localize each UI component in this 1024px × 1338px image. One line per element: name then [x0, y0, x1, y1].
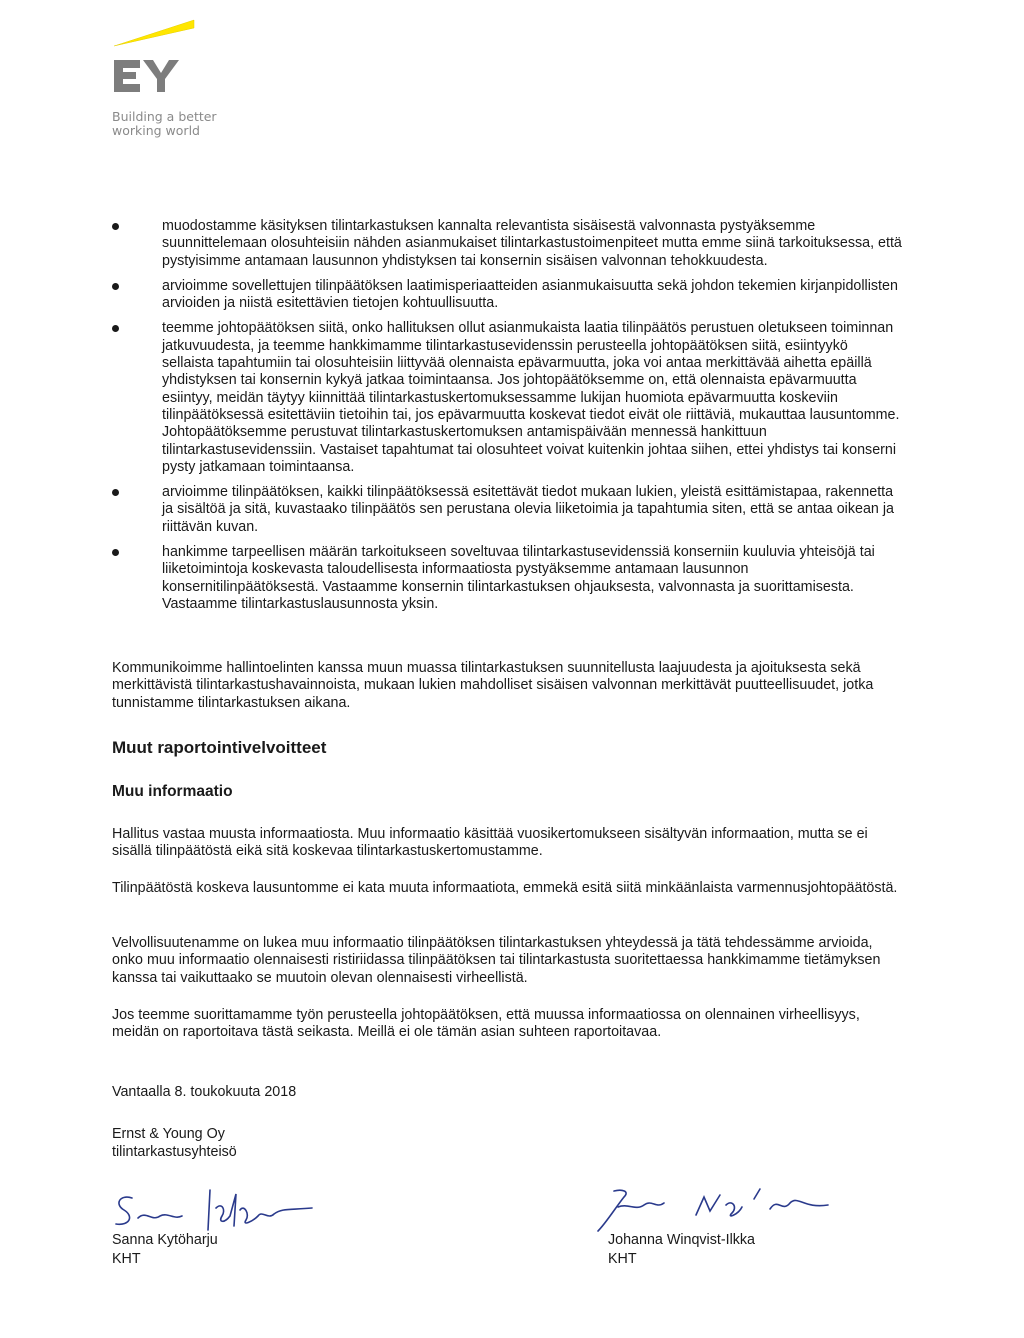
section-heading: Muut raportointivelvoitteet: [112, 738, 327, 757]
bullet-icon: [112, 223, 119, 230]
subsection-heading: Muu informaatio: [112, 783, 233, 800]
firm-type: tilintarkastusyhteisö: [112, 1144, 237, 1160]
bullet-icon: [112, 489, 119, 496]
list-item: [112, 544, 902, 613]
bullet-icon: [112, 549, 119, 556]
audit-procedures-list: [112, 218, 902, 621]
bullet-icon: [112, 325, 119, 332]
list-item: [112, 320, 902, 476]
list-item: [112, 218, 902, 270]
other-info-paragraph-3: Velvollisuutenamme on lukea muu informaatio tilinpäätöksen tilintarkastuksen yhteydessä ja tätä tehdessämme arvioida, onko muu informaatio olennaisesti ristiriidassa tilinpäätöksen tai tilintarkastusta suoritettaessa hankkimamme tietämyksen kanssa tai vaikuttaako se muutoin olevan olennaisesti virheellistä.: [112, 935, 881, 986]
list-item-text: arvioimme tilinpäätöksen, kaikki tilinpäätöksessä esitettävät tiedot mukaan lukien, yleistä esittämistapaa, rakennetta ja sisältöä ja sitä, kuvastaako tilinpäätös sen perustana olevia liiketoimia ja tapahtumia siten, että se antaa oikean ja riittävän kuvan.: [162, 484, 894, 535]
firm-name: Ernst & Young Oy: [112, 1126, 225, 1142]
bullet-icon: [112, 283, 119, 290]
list-item: [112, 484, 902, 536]
other-info-paragraph-2: Tilinpäätöstä koskeva lausuntomme ei kata muuta informaatiota, emmekä esitä siitä minkäänlaista varmennusjohtopäätöstä.: [112, 880, 898, 896]
other-info-paragraph-4: Jos teemme suorittamamme työn perusteella johtopäätöksen, että muussa informaatiossa on olennainen virheellisyys, meidän on raportoitava tästä seikasta. Meillä ei ole tämän asian suhteen raportoitavaa.: [112, 1007, 860, 1041]
list-item-text: hankimme tarpeellisen määrän tarkoitukseen soveltuvaa tilintarkastusevidenssiä konserniin kuuluvia yhteisöjä tai liiketoimintoja koskevasta taloudellisesta informaatiosta pystyäksemme antamaan lausunnon konsernitilinpäätöksestä. Vastaamme konsernin tilintarkastuksen ohjauksesta, valvonnasta ja suorittamisesta. Vastaamme tilintarkastuslausunnosta yksin.: [162, 544, 875, 612]
signature-sanna-kytoharju: [112, 1180, 327, 1240]
communication-paragraph: Kommunikoimme hallintoelinten kanssa muun muassa tilintarkastuksen suunnitellusta laajuudesta ja ajoituksesta sekä merkittävistä tilintarkastushavainnoista, mukaan lukien mahdolliset sisäisen valvonnan merkittävät puutteellisuudet, jotka tunnistamme tilintarkastuksen aikana.: [112, 660, 874, 711]
list-item-text: teemme johtopäätöksen siitä, onko hallituksen ollut asianmukaista laatia tilinpäätös perustuen oletukseen toiminnan jatkuvuudesta, ja teemme hankkimamme tilintarkastusevidenssin perusteella johtopäätöksen siitä, esiintyykö sellaista tapahtumiin tai olosuhteisiin liittyvää olennaista epävarmuutta, joka voi antaa merkittävää aihetta epäillä yhdistyksen tai konsernin kykyä jatkaa toimintaansa. Jos johtopäätöksemme on, että olennaista epävarmuutta esiintyy, meidän täytyy kiinnittää tilintarkastuskertomuksessamme lukijan huomiota epävarmuutta koskeviin tilinpäätöksessä esitettäviin tietoihin tai, jos epävarmuutta koskevat tiedot eivät ole riittäviä, mukauttaa lausuntomme. Johtopäätöksemme perustuvat tilintarkastuskertomuksen antamispäivään mennessä hankittuun tilintarkastusevidenssiin. Vastaiset tapahtumat tai olosuhteet voivat kuitenkin johtaa siihen, ettei yhdistys tai konserni pysty jatkamaan toimintaansa.: [162, 320, 900, 475]
ey-logo-mark: [112, 16, 232, 96]
signer-title: KHT: [608, 1251, 637, 1267]
signer-name: Johanna Winqvist-Ilkka: [608, 1232, 756, 1248]
list-item: [112, 278, 902, 313]
tagline-line-1: Building a better: [112, 109, 217, 124]
list-item-text: muodostamme käsityksen tilintarkastuksen kannalta relevantista sisäisestä valvonnasta pystyäksemme suunnittelemaan olosuhteisiin nähden asianmukaiset tilintarkastustoimenpiteet mutta emme siinä tarkoituksessa, että pystyisimme antamaan lausunnon yhdistyksen tai konsernin sisäisen valvonnan tehokkuudesta.: [162, 218, 902, 269]
ey-tagline: [112, 110, 217, 138]
tagline-line-2: working world: [112, 123, 200, 138]
signer-title: KHT: [112, 1251, 141, 1267]
signer-name: Sanna Kytöharju: [112, 1232, 218, 1248]
list-item-text: arvioimme sovellettujen tilinpäätöksen laatimisperiaatteiden asianmukaisuutta sekä johdon tekemien kirjanpidollisten arvioiden ja niistä esitettävien tietojen kohtuullisuutta.: [162, 277, 898, 312]
place-date: Vantaalla 8. toukokuuta 2018: [112, 1084, 297, 1100]
ey-logo: [112, 16, 232, 146]
other-info-paragraph-1: Hallitus vastaa muusta informaatiosta. Muu informaatio käsittää vuosikertomukseen sisältyvän informaation, mutta se ei sisällä tilinpäätöstä eikä sitä koskevaa tilintarkastuskertomustamme.: [112, 826, 868, 860]
